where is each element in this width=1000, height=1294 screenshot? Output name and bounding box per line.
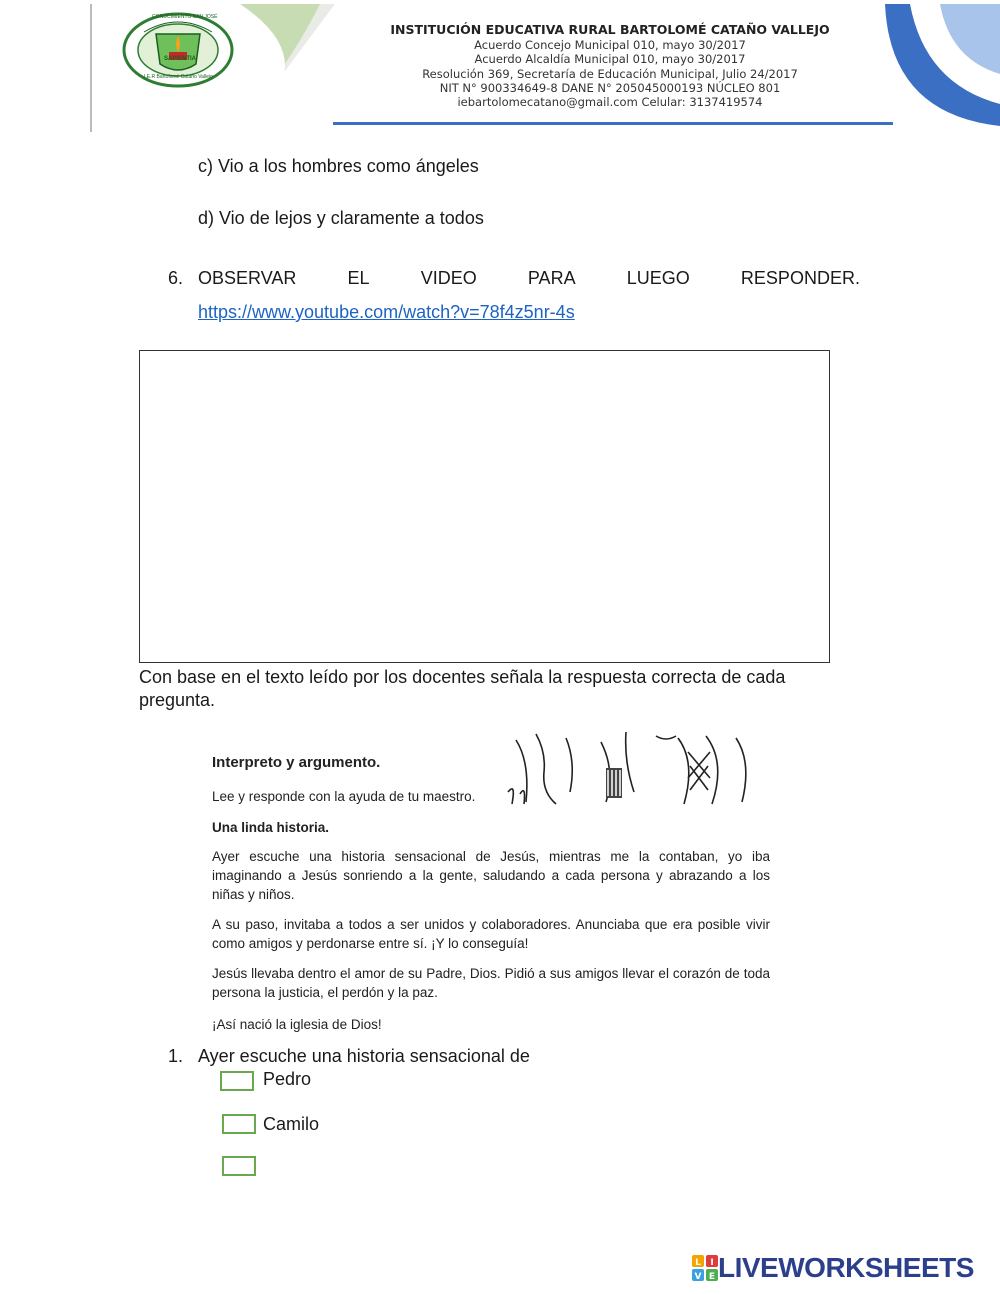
choice-checkbox-pedro[interactable]: [220, 1071, 254, 1091]
header-line-1: Acuerdo Concejo Municipal 010, mayo 30/2017: [474, 38, 746, 52]
story-paragraph-3: Jesús llevaba dentro el amor de su Padre, Dios. Pidió a sus amigos llevar el corazón de toda persona la justicia, el perdón y la paz.: [212, 966, 770, 1000]
question-6: [168, 268, 860, 289]
q6-word: VIDEO: [420, 268, 477, 288]
choice-label-pedro: Pedro: [263, 1069, 312, 1089]
choice-checkbox-camilo[interactable]: [222, 1114, 256, 1134]
header-line-3: Resolución 369, Secretaría de Educación Municipal, Julio 24/2017: [422, 67, 798, 81]
header-line-5: iebartolomecatano@gmail.com Celular: 3137419574: [457, 95, 763, 109]
option-d: d) Vio de lejos y claramente a todos: [198, 208, 484, 228]
q6-word: RESPONDER.: [740, 268, 860, 288]
badge-letter: V: [694, 1272, 702, 1281]
question-6-text: [198, 268, 860, 289]
video-link[interactable]: https://www.youtube.com/watch?v=78f4z5nr-4s: [198, 302, 575, 322]
reading-heading: Interpreto y argumento.: [212, 754, 381, 771]
question-6-number: 6.: [168, 268, 184, 288]
video-embed-box[interactable]: [139, 350, 830, 663]
logo-text-center: SAPIENTIA: [164, 56, 197, 62]
story-paragraph-2: A su paso, invitaba a todos a ser unidos y colaboradores. Anunciaba que era posible vivir como amigos y perdonarse entre sí. ¡Y lo conseguía!: [212, 917, 770, 951]
header-line-2: Acuerdo Alcaldía Municipal 010, mayo 30/2017: [474, 52, 746, 66]
choice-label-camilo: Camilo: [263, 1114, 320, 1134]
question-1-number: 1.: [168, 1046, 184, 1066]
liveworksheets-brand: LIVEWORKSHEETS: [718, 1252, 974, 1283]
q6-word: PARA: [527, 268, 576, 288]
badge-letter: E: [708, 1272, 716, 1281]
liveworksheets-logo[interactable]: [692, 1252, 974, 1284]
logo-text-top: CONOCIMIENTO SAN JOSÉ: [152, 14, 218, 20]
header-line-4: NIT N° 900334649-8 DANE N° 205045000193 NÚCLEO 801: [439, 81, 781, 95]
choice-checkbox-3[interactable]: [222, 1156, 256, 1176]
option-c: c) Vio a los hombres como ángeles: [198, 156, 479, 176]
q6-word: EL: [347, 268, 370, 288]
instruction-text: Con base en el texto leído por los docentes señala la respuesta correcta de cada pregunta.: [139, 667, 786, 710]
document-header: [90, 4, 1000, 132]
reading-subheading: Lee y responde con la ayuda de tu maestro.: [212, 789, 476, 804]
people-sketch-icon: [506, 732, 760, 806]
liveworksheets-badge-icon: [692, 1255, 718, 1281]
story-title: Una linda historia.: [212, 820, 330, 835]
logo-text-bottom: I.E.R Bartolomé Cataño Vallejo: [144, 74, 213, 80]
badge-letter: L: [695, 1258, 701, 1268]
story-paragraph-1: Ayer escuche una historia sensacional de Jesús, mientras me la contaban, yo iba imaginando a Jesús sonriendo a la gente, saludando a cada persona y abrazando a los niñas y niños.: [212, 849, 770, 902]
institution-title: INSTITUCIÓN EDUCATIVA RURAL BARTOLOMÉ CATAÑO VALLEJO: [390, 22, 830, 37]
story-paragraph-4: ¡Así nació la iglesia de Dios!: [212, 1017, 382, 1032]
school-logo: [122, 12, 234, 88]
badge-letter: I: [710, 1258, 714, 1268]
q6-word: LUEGO: [626, 268, 690, 288]
q6-word: OBSERVAR: [198, 268, 297, 288]
question-1-text: Ayer escuche una historia sensacional de: [198, 1046, 530, 1066]
story-illustration: [506, 732, 760, 806]
